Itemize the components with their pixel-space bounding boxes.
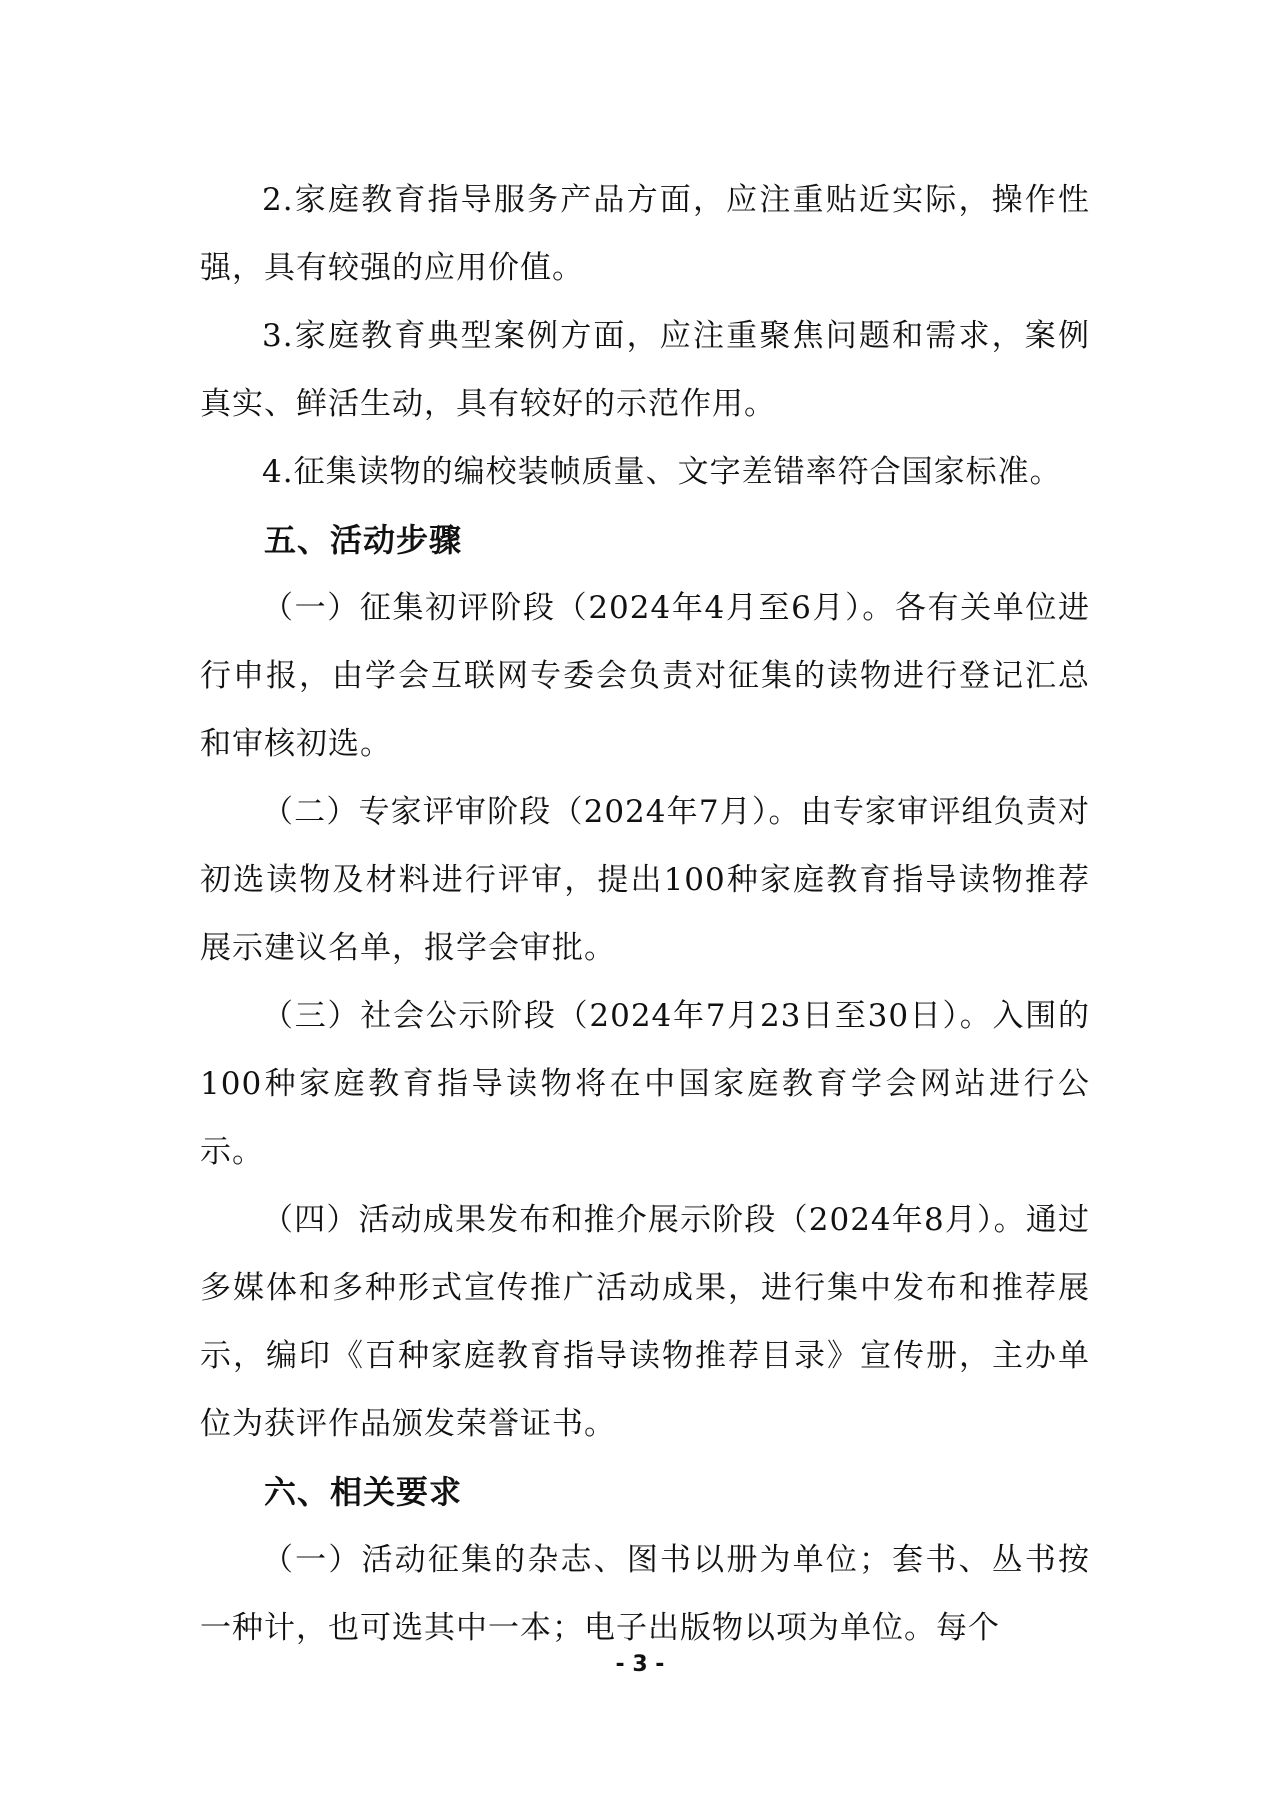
section-heading-six: 六、相关要求 bbox=[264, 1473, 463, 1511]
paragraph-item-4: 4.征集读物的编校装帧质量、文字差错率符合国家标准。 bbox=[262, 454, 1062, 490]
paragraph-requirement-1: （一）活动征集的杂志、图书以册为单位；套书、丛书按一种计，也可选其中一本；电子出版物以项为单位。每个 bbox=[200, 1542, 1090, 1646]
paragraph-item-3: 3.家庭教育典型案例方面，应注重聚焦问题和需求，案例真实、鲜活生动，具有较好的示范作用。 bbox=[200, 318, 1090, 422]
document-body bbox=[200, 166, 1090, 1662]
page-number: - 3 - bbox=[615, 1652, 665, 1677]
paragraph-step-3: （三）社会公示阶段（2024年7月23日至30日）。入围的100种家庭教育指导读物将在中国家庭教育学会网站进行公示。 bbox=[200, 998, 1090, 1170]
paragraph-item-2: 2.家庭教育指导服务产品方面，应注重贴近实际，操作性强，具有较强的应用价值。 bbox=[200, 182, 1090, 286]
paragraph-step-1: （一）征集初评阶段（2024年4月至6月）。各有关单位进行申报，由学会互联网专委会负责对征集的读物进行登记汇总和审核初选。 bbox=[200, 590, 1090, 762]
paragraph-step-4: （四）活动成果发布和推介展示阶段（2024年8月）。通过多媒体和多种形式宣传推广活动成果，进行集中发布和推荐展示，编印《百种家庭教育指导读物推荐目录》宣传册，主办单位为获评作品颁发荣誉证书。 bbox=[200, 1202, 1090, 1442]
paragraph-step-2: （二）专家评审阶段（2024年7月）。由专家审评组负责对初选读物及材料进行评审，提出100种家庭教育指导读物推荐展示建议名单，报学会审批。 bbox=[200, 794, 1090, 966]
section-heading-five: 五、活动步骤 bbox=[264, 521, 463, 559]
